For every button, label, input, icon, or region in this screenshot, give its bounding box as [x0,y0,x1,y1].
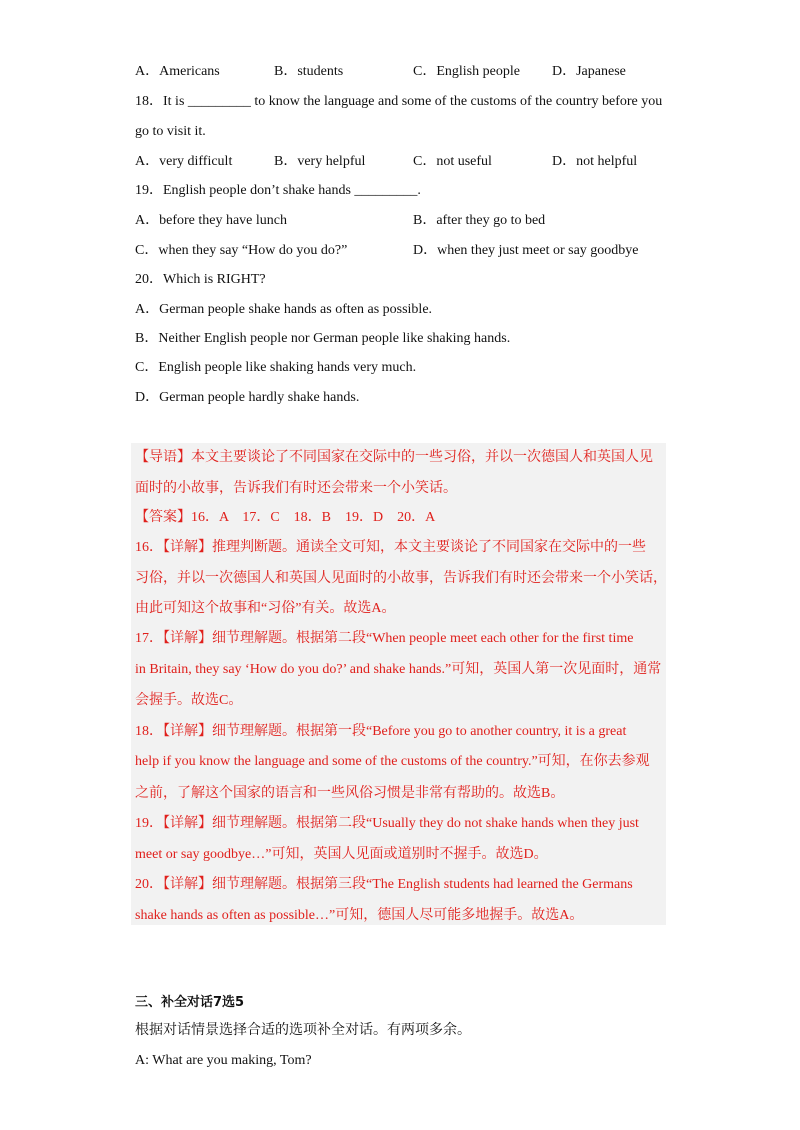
q19-option-a: A．before they have lunch [135,213,287,228]
q19-stem: 19．English people don’t shake hands _________. [135,183,421,198]
explanation-19-line-2: meet or say goodbye…”可知，英国人见面或道别时不握手。故选D。 [135,847,548,862]
explanation-17-line-2: in Britain, they say ‘How do you do?’ and shake hands.”可知，英国人第一次见面时，通常 [135,662,662,677]
q18-stem-line2: go to visit it. [135,124,206,139]
q18-option-d: D．not helpful [552,154,638,169]
q18-option-b: B．very helpful [274,154,366,169]
q19-option-b: B．after they go to bed [413,213,546,228]
dialogue-line-1: A: What are you making, Tom? [135,1053,312,1068]
explanation-17-line-1: 17．【详解】细节理解题。根据第二段“When people meet each other for the first time [135,631,634,646]
q17-option-b: B．students [274,64,344,79]
q20-stem: 20．Which is RIGHT? [135,272,266,287]
explanation-20-line-1: 20．【详解】细节理解题。根据第三段“The English students had learned the Germans [135,877,633,892]
explanation-19-line-1: 19．【详解】细节理解题。根据第二段“Usually they do not shake hands when they just [135,816,639,831]
intro-line-1: 【导语】本文主要谈论了不同国家在交际中的一些习俗，并以一次德国人和英国人见 [135,450,653,465]
explanation-17-line-3: 会握手。故选C。 [135,693,243,708]
explanation-16-line-1: 16．【详解】推理判断题。通读全文可知，本文主要谈论了不同国家在交际中的一些 [135,540,646,555]
q18-stem-line1: 18．It is _________ to know the language and some of the customs of the country before you [135,94,663,109]
section-heading: 三、补全对话7选5 [135,995,245,1010]
explanation-20-line-2: shake hands as often as possible…”可知，德国人尽可能多地握手。故选A。 [135,908,584,923]
explanation-16-line-2: 习俗，并以一次德国人和英国人见面时的小故事，告诉我们有时还会带来一个小笑话， [135,571,667,586]
explanation-18-line-3: 之前，了解这个国家的语言和一些风俗习惯是非常有帮助的。故选B。 [135,786,565,801]
intro-line-2: 面时的小故事，告诉我们有时还会带来一个小笑话。 [135,481,457,496]
explanation-16-line-3: 由此可知这个故事和“习俗”有关。故选A。 [135,601,396,616]
q17-option-a: A．Americans [135,64,220,79]
section-instruction: 根据对话情景选择合适的选项补全对话。有两项多余。 [135,1023,471,1038]
q20-option-d: D．German people hardly shake hands. [135,390,360,405]
q18-option-c: C．not useful [413,154,492,169]
q17-option-c: C．English people [413,64,520,79]
q18-option-a: A．very difficult [135,154,233,169]
q20-option-a: A．German people shake hands as often as possible. [135,302,433,317]
q19-option-d: D．when they just meet or say goodbye [413,243,639,258]
explanation-18-line-1: 18．【详解】细节理解题。根据第一段“Before you go to another country, it is a great [135,724,627,739]
answer-key: 【答案】16．A 17．C 18．B 19．D 20．A [135,510,436,525]
q19-option-c: C．when they say “How do you do?” [135,243,348,258]
q17-option-d: D．Japanese [552,64,626,79]
explanation-18-line-2: help if you know the language and some of the customs of the country.”可知，在你去参观 [135,754,650,769]
q20-option-c: C．English people like shaking hands very much. [135,360,417,375]
q20-option-b: B．Neither English people nor German people like shaking hands. [135,331,511,346]
